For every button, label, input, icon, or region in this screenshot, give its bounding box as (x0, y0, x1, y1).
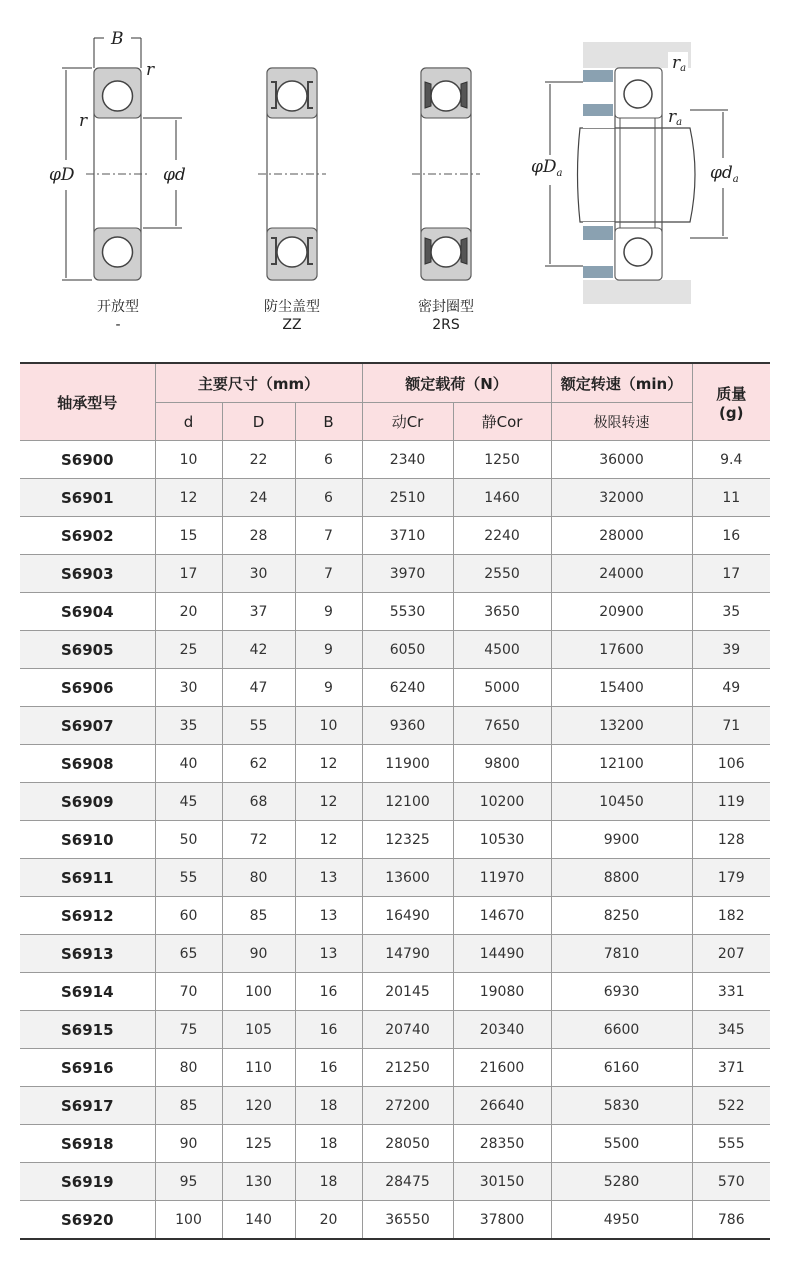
cell-speed: 6930 (551, 973, 692, 1011)
cell-mass: 9.4 (692, 441, 770, 479)
table-row (20, 593, 770, 631)
cell-cr: 9360 (362, 707, 453, 745)
cell-D: 105 (222, 1011, 295, 1049)
cell-B: 13 (295, 859, 362, 897)
cell-cor: 5000 (453, 669, 551, 707)
cell-speed: 5280 (551, 1163, 692, 1201)
table-row (20, 973, 770, 1011)
cell-D: 110 (222, 1049, 295, 1087)
cell-D: 37 (222, 593, 295, 631)
cell-model: S6918 (20, 1125, 155, 1163)
cell-D: 68 (222, 783, 295, 821)
cell-cor: 14490 (453, 935, 551, 973)
sealed-type-code: 2RS (432, 317, 460, 333)
cell-D: 22 (222, 441, 295, 479)
cell-mass: 331 (692, 973, 770, 1011)
dim-ra-side-label: ra (668, 107, 683, 128)
table-row (20, 935, 770, 973)
cell-d: 75 (155, 1011, 222, 1049)
cell-B: 9 (295, 593, 362, 631)
cell-B: 13 (295, 897, 362, 935)
cell-mass: 522 (692, 1087, 770, 1125)
cell-model: S6910 (20, 821, 155, 859)
cell-cr: 28475 (362, 1163, 453, 1201)
mounting-drawing (531, 42, 739, 304)
cell-B: 18 (295, 1163, 362, 1201)
cell-D: 47 (222, 669, 295, 707)
cell-model: S6907 (20, 707, 155, 745)
dim-r-side-label: r (79, 111, 88, 131)
header-load: 额定载荷（N） (362, 363, 551, 403)
cell-cr: 6240 (362, 669, 453, 707)
cell-B: 6 (295, 441, 362, 479)
sealed-type-label: 密封圈型 (418, 299, 474, 315)
cell-cor: 11970 (453, 859, 551, 897)
cell-D: 130 (222, 1163, 295, 1201)
cell-model: S6920 (20, 1201, 155, 1240)
cell-cor: 20340 (453, 1011, 551, 1049)
cell-model: S6914 (20, 973, 155, 1011)
cell-B: 12 (295, 821, 362, 859)
cell-speed: 5500 (551, 1125, 692, 1163)
table-row (20, 1163, 770, 1201)
header-limit-speed: 极限转速 (551, 403, 692, 441)
cell-d: 100 (155, 1201, 222, 1240)
cell-speed: 8800 (551, 859, 692, 897)
cell-B: 16 (295, 1011, 362, 1049)
cell-speed: 32000 (551, 479, 692, 517)
cell-speed: 9900 (551, 821, 692, 859)
cell-speed: 20900 (551, 593, 692, 631)
cell-B: 7 (295, 517, 362, 555)
cell-speed: 6160 (551, 1049, 692, 1087)
cell-B: 12 (295, 783, 362, 821)
cell-B: 12 (295, 745, 362, 783)
shielded-type-label: 防尘盖型 (264, 299, 320, 315)
cell-cr: 11900 (362, 745, 453, 783)
cell-mass: 570 (692, 1163, 770, 1201)
cell-B: 6 (295, 479, 362, 517)
shielded-type-caption (232, 298, 352, 334)
cell-speed: 7810 (551, 935, 692, 973)
cell-cr: 13600 (362, 859, 453, 897)
cell-mass: 128 (692, 821, 770, 859)
table-row (20, 517, 770, 555)
cell-mass: 16 (692, 517, 770, 555)
dim-ra-top-label: ra (672, 53, 687, 74)
cell-D: 55 (222, 707, 295, 745)
cell-model: S6902 (20, 517, 155, 555)
dim-r-top-label: r (146, 60, 155, 80)
cell-cr: 6050 (362, 631, 453, 669)
cell-mass: 182 (692, 897, 770, 935)
table-row (20, 441, 770, 479)
cell-cor: 10200 (453, 783, 551, 821)
cell-cor: 1460 (453, 479, 551, 517)
open-type-label: 开放型 (97, 299, 139, 315)
cell-d: 90 (155, 1125, 222, 1163)
cell-B: 9 (295, 631, 362, 669)
dim-B-label: B (111, 29, 124, 49)
cell-speed: 8250 (551, 897, 692, 935)
cell-cor: 21600 (453, 1049, 551, 1087)
cell-D: 28 (222, 517, 295, 555)
cell-cr: 20145 (362, 973, 453, 1011)
cell-mass: 371 (692, 1049, 770, 1087)
open-type-code: - (115, 317, 121, 333)
cell-model: S6915 (20, 1011, 155, 1049)
cell-speed: 13200 (551, 707, 692, 745)
dim-d-label: φd (163, 165, 186, 185)
cell-d: 65 (155, 935, 222, 973)
table-row (20, 859, 770, 897)
cell-model: S6903 (20, 555, 155, 593)
header-cr: 动Cr (362, 403, 453, 441)
table-row (20, 783, 770, 821)
table-row (20, 479, 770, 517)
cell-cor: 7650 (453, 707, 551, 745)
cell-d: 17 (155, 555, 222, 593)
shielded-bearing-drawing (258, 68, 326, 280)
table-row (20, 745, 770, 783)
table-row (20, 1201, 770, 1240)
cell-model: S6913 (20, 935, 155, 973)
cell-cor: 3650 (453, 593, 551, 631)
cell-D: 85 (222, 897, 295, 935)
cell-D: 80 (222, 859, 295, 897)
cell-D: 42 (222, 631, 295, 669)
cell-cor: 2240 (453, 517, 551, 555)
cell-d: 25 (155, 631, 222, 669)
header-D: D (222, 403, 295, 441)
cell-mass: 179 (692, 859, 770, 897)
cell-speed: 15400 (551, 669, 692, 707)
cell-B: 18 (295, 1087, 362, 1125)
cell-cor: 26640 (453, 1087, 551, 1125)
cell-d: 60 (155, 897, 222, 935)
cell-B: 18 (295, 1125, 362, 1163)
cell-cr: 28050 (362, 1125, 453, 1163)
cell-cr: 12100 (362, 783, 453, 821)
cell-B: 20 (295, 1201, 362, 1240)
cell-model: S6904 (20, 593, 155, 631)
cell-d: 85 (155, 1087, 222, 1125)
sealed-type-caption (386, 298, 506, 334)
dim-Da-label: $\varphi D_a$ (531, 157, 563, 179)
cell-B: 13 (295, 935, 362, 973)
cell-D: 72 (222, 821, 295, 859)
header-mass: 质量 (g) (692, 363, 770, 441)
cell-d: 50 (155, 821, 222, 859)
cell-mass: 17 (692, 555, 770, 593)
cell-B: 16 (295, 1049, 362, 1087)
cell-D: 30 (222, 555, 295, 593)
dim-da-label: $\varphi d_a$ (710, 163, 739, 185)
table-row (20, 1087, 770, 1125)
table-header (20, 363, 770, 441)
table-row (20, 1011, 770, 1049)
cell-model: S6909 (20, 783, 155, 821)
cell-speed: 24000 (551, 555, 692, 593)
cell-cor: 14670 (453, 897, 551, 935)
cell-D: 100 (222, 973, 295, 1011)
cell-mass: 119 (692, 783, 770, 821)
cell-cr: 20740 (362, 1011, 453, 1049)
cell-model: S6911 (20, 859, 155, 897)
cell-cor: 28350 (453, 1125, 551, 1163)
cell-D: 62 (222, 745, 295, 783)
cell-model: S6900 (20, 441, 155, 479)
cell-d: 80 (155, 1049, 222, 1087)
table-row (20, 1049, 770, 1087)
cell-cr: 2510 (362, 479, 453, 517)
cell-cor: 2550 (453, 555, 551, 593)
cell-cr: 36550 (362, 1201, 453, 1240)
cell-model: S6916 (20, 1049, 155, 1087)
bearing-spec-table (20, 362, 770, 1240)
cell-mass: 555 (692, 1125, 770, 1163)
table-row (20, 707, 770, 745)
cell-d: 95 (155, 1163, 222, 1201)
cell-mass: 35 (692, 593, 770, 631)
cell-model: S6908 (20, 745, 155, 783)
cell-B: 9 (295, 669, 362, 707)
cell-d: 10 (155, 441, 222, 479)
dim-D-label: φD (49, 165, 75, 185)
header-speed: 额定转速（min） (551, 363, 692, 403)
cell-cor: 10530 (453, 821, 551, 859)
cell-D: 90 (222, 935, 295, 973)
cell-d: 40 (155, 745, 222, 783)
cell-cor: 9800 (453, 745, 551, 783)
cell-cor: 19080 (453, 973, 551, 1011)
cell-d: 70 (155, 973, 222, 1011)
header-model: 轴承型号 (20, 363, 155, 441)
cell-d: 55 (155, 859, 222, 897)
cell-cr: 5530 (362, 593, 453, 631)
cell-speed: 12100 (551, 745, 692, 783)
table-row (20, 669, 770, 707)
cell-speed: 10450 (551, 783, 692, 821)
cell-d: 12 (155, 479, 222, 517)
cell-d: 20 (155, 593, 222, 631)
header-B: B (295, 403, 362, 441)
cell-speed: 36000 (551, 441, 692, 479)
cell-speed: 6600 (551, 1011, 692, 1049)
cell-model: S6906 (20, 669, 155, 707)
cell-cr: 2340 (362, 441, 453, 479)
cell-cr: 14790 (362, 935, 453, 973)
table-row (20, 631, 770, 669)
cell-mass: 786 (692, 1201, 770, 1240)
cell-model: S6912 (20, 897, 155, 935)
cell-B: 7 (295, 555, 362, 593)
cell-d: 30 (155, 669, 222, 707)
cell-model: S6919 (20, 1163, 155, 1201)
cell-cor: 4500 (453, 631, 551, 669)
table-row (20, 555, 770, 593)
cell-model: S6901 (20, 479, 155, 517)
cell-mass: 11 (692, 479, 770, 517)
cell-mass: 106 (692, 745, 770, 783)
cell-D: 24 (222, 479, 295, 517)
cell-cr: 21250 (362, 1049, 453, 1087)
cell-cr: 3710 (362, 517, 453, 555)
cell-speed: 5830 (551, 1087, 692, 1125)
cell-mass: 49 (692, 669, 770, 707)
cell-cor: 30150 (453, 1163, 551, 1201)
cell-cr: 16490 (362, 897, 453, 935)
cell-mass: 39 (692, 631, 770, 669)
cell-model: S6917 (20, 1087, 155, 1125)
cell-D: 120 (222, 1087, 295, 1125)
cell-mass: 71 (692, 707, 770, 745)
cell-d: 15 (155, 517, 222, 555)
table-row (20, 821, 770, 859)
header-cor: 静Cor (453, 403, 551, 441)
cell-speed: 4950 (551, 1201, 692, 1240)
cell-model: S6905 (20, 631, 155, 669)
cell-mass: 345 (692, 1011, 770, 1049)
cell-d: 45 (155, 783, 222, 821)
header-d: d (155, 403, 222, 441)
open-type-caption (58, 298, 178, 334)
cell-mass: 207 (692, 935, 770, 973)
cell-d: 35 (155, 707, 222, 745)
cell-cr: 12325 (362, 821, 453, 859)
table-row (20, 897, 770, 935)
cell-B: 10 (295, 707, 362, 745)
cell-B: 16 (295, 973, 362, 1011)
table-row (20, 1125, 770, 1163)
cell-cor: 37800 (453, 1201, 551, 1240)
cell-speed: 17600 (551, 631, 692, 669)
bearing-diagrams (0, 0, 790, 350)
cell-D: 140 (222, 1201, 295, 1240)
cell-cr: 3970 (362, 555, 453, 593)
cell-speed: 28000 (551, 517, 692, 555)
shielded-type-code: ZZ (282, 317, 302, 333)
sealed-bearing-drawing (412, 68, 480, 280)
table-body (20, 441, 770, 1240)
cell-cor: 1250 (453, 441, 551, 479)
open-bearing-drawing (49, 29, 186, 280)
cell-D: 125 (222, 1125, 295, 1163)
cell-cr: 27200 (362, 1087, 453, 1125)
header-dimensions: 主要尺寸（mm） (155, 363, 362, 403)
